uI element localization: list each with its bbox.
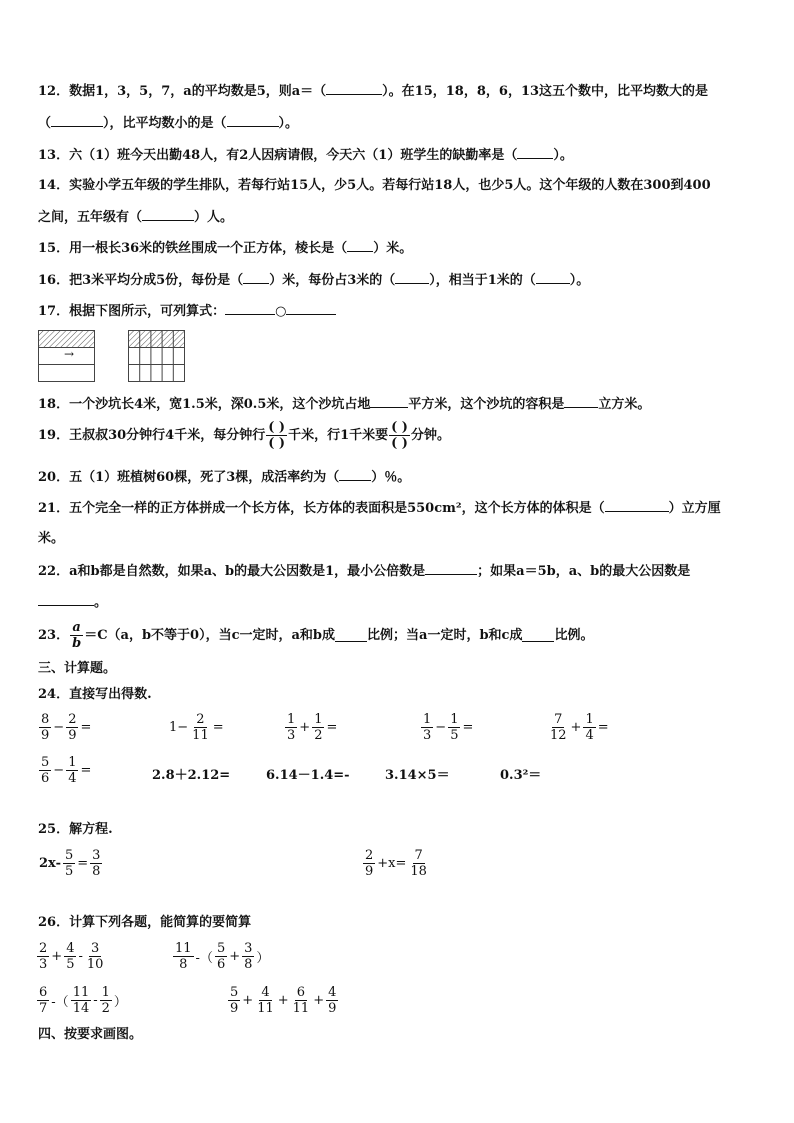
q22-line1: 22．a和b都是自然数，如果a、b的最大公因数是1，最小公倍数是 ；如果a＝5b，a、b的最大公因数是 — [38, 564, 691, 579]
q15-line: 15．用一根长36米的铁丝围成一个正方体，棱长是（ ）米。 — [38, 241, 413, 256]
q24-expr-2: 1− $\frac{2}{11}$ = — [169, 712, 224, 743]
q18-line: 18．一个沙坑长4米，宽1.5米，深0.5米，这个沙坑占地 平方米，这个沙坑的容积是 立方米。 — [38, 397, 651, 412]
arrow-icon: → — [64, 347, 75, 361]
q14-line2: 之间，五年级有（ ）人。 — [38, 210, 234, 225]
q21-line1: 21．五个完全一样的正方体拼成一个长方体，长方体的表面积是550cm²，这个长方体的体积是（ ）立方厘 — [38, 501, 721, 516]
section-3-heading: 三、计算题。 — [38, 661, 117, 676]
q20-line: 20．五（1）班植树60棵，死了3棵，成活率约为（ ）％。 — [38, 470, 411, 485]
q14-line1: 14．实验小学五年级的学生排队，若每行站15人，少5人。若每行站18人，也少5人。这个年级的人数在300到400 — [38, 178, 711, 193]
q13-line: 13．六（1）班今天出勤48人，有2人因病请假，今天六（1）班学生的缺勤率是（ ）。 — [38, 148, 573, 163]
q24-expr-9: 3.14×5＝ — [385, 768, 450, 783]
blank-fraction[interactable]: $\frac{( )}{( )}$ — [391, 420, 408, 451]
answer-blank[interactable] — [326, 82, 382, 95]
q26-expr-4: $\frac{5}{9}$ + $\frac{4}{11}$ + $\frac{6}{11}$ + $\frac{4}{9}$ — [230, 985, 337, 1016]
q21-line2: 米。 — [38, 531, 65, 546]
answer-blank[interactable] — [243, 271, 269, 284]
q26-expr-2: $\frac{11}{8}$ -（ $\frac{5}{6}$ + $\frac{3}{8}$ ） — [175, 941, 270, 972]
q12-line1: 12．数据1，3，5，7，a的平均数是5，则a＝（ ）。在15，18，8，6，13这五个数中，比平均数大的是 — [38, 84, 709, 99]
q24-expr-1: $\frac{8}{9}$ − $\frac{2}{9}$ = — [41, 712, 92, 743]
q17-line: 17．根据下图所示，可列算式： ○ — [38, 302, 336, 321]
q17-figure — [38, 330, 188, 382]
q16-line: 16．把3米平均分成5份，每份是（ ）米，每份占3米的（ ），相当于1米的（ ）。 — [38, 273, 590, 288]
section-4-heading: 四、按要求画图。 — [38, 1027, 143, 1042]
q24-expr-10: 0.3²＝ — [500, 768, 542, 783]
q22-line2: 。 — [38, 593, 107, 612]
blank-fraction[interactable]: $\frac{( )}{( )}$ — [268, 420, 286, 451]
answer-blank[interactable] — [51, 114, 103, 127]
answer-blank[interactable] — [142, 208, 194, 221]
q19-line: 19．王叔叔30分钟行4千米，每分钟行 $\frac{( )}{( )}$ 千米，行1千米要 $\frac{( )}{( )}$ 分钟。 — [38, 420, 450, 451]
q25-title: 25．解方程. — [38, 822, 113, 837]
q24-expr-7: 2.8＋2.12= — [152, 768, 231, 783]
q24-expr-5: $\frac{7}{12}$ + $\frac{1}{4}$ = — [550, 712, 609, 743]
q25-equation-2: $\frac{2}{9}$ +x= $\frac{7}{18}$ — [365, 848, 427, 879]
answer-blank[interactable] — [286, 302, 336, 315]
answer-blank[interactable] — [370, 395, 408, 408]
q24-expr-6: $\frac{5}{6}$ − $\frac{1}{4}$ = — [41, 755, 92, 786]
right-rectangle — [129, 331, 185, 382]
q26-expr-3: $\frac{6}{7}$ -（ $\frac{11}{14}$ - $\frac{1}{2}$ ） — [39, 985, 127, 1016]
answer-blank[interactable] — [536, 271, 570, 284]
answer-blank[interactable] — [339, 468, 371, 481]
answer-blank[interactable] — [225, 302, 275, 315]
answer-blank[interactable] — [517, 146, 553, 159]
q24-expr-4: $\frac{1}{3}$ − $\frac{1}{5}$ = — [423, 712, 474, 743]
q26-expr-1: $\frac{2}{3}$ + $\frac{4}{5}$ - $\frac{3}{10}$ — [39, 941, 104, 972]
answer-blank[interactable] — [347, 239, 373, 252]
q26-title: 26．计算下列各题，能简算的要简算 — [38, 915, 252, 930]
answer-blank[interactable] — [38, 593, 94, 606]
answer-blank[interactable] — [425, 562, 477, 575]
q12-line2: （ ），比平均数小的是（ ）。 — [38, 116, 299, 131]
fraction-a-over-b: $\frac{a}{b}$ — [72, 620, 82, 651]
answer-blank[interactable] — [227, 114, 279, 127]
q25-equation-1: 2x- $\frac{5}{5}$ = $\frac{3}{8}$ — [39, 848, 101, 879]
q24-expr-8: 6.14－1.4=- — [266, 768, 350, 783]
answer-blank[interactable] — [395, 271, 429, 284]
answer-blank[interactable] — [522, 629, 554, 642]
answer-blank[interactable] — [335, 629, 367, 642]
answer-blank[interactable] — [605, 499, 669, 512]
q23-line: 23． $\frac{a}{b}$ ＝C（a，b不等于0），当c一定时，a和b成 比例；当a一定时，b和c成 比例。 — [38, 620, 594, 651]
q24-expr-3: $\frac{1}{3}$ + $\frac{1}{2}$ = — [287, 712, 338, 743]
answer-blank[interactable] — [564, 395, 598, 408]
q24-title: 24．直接写出得数. — [38, 687, 152, 702]
